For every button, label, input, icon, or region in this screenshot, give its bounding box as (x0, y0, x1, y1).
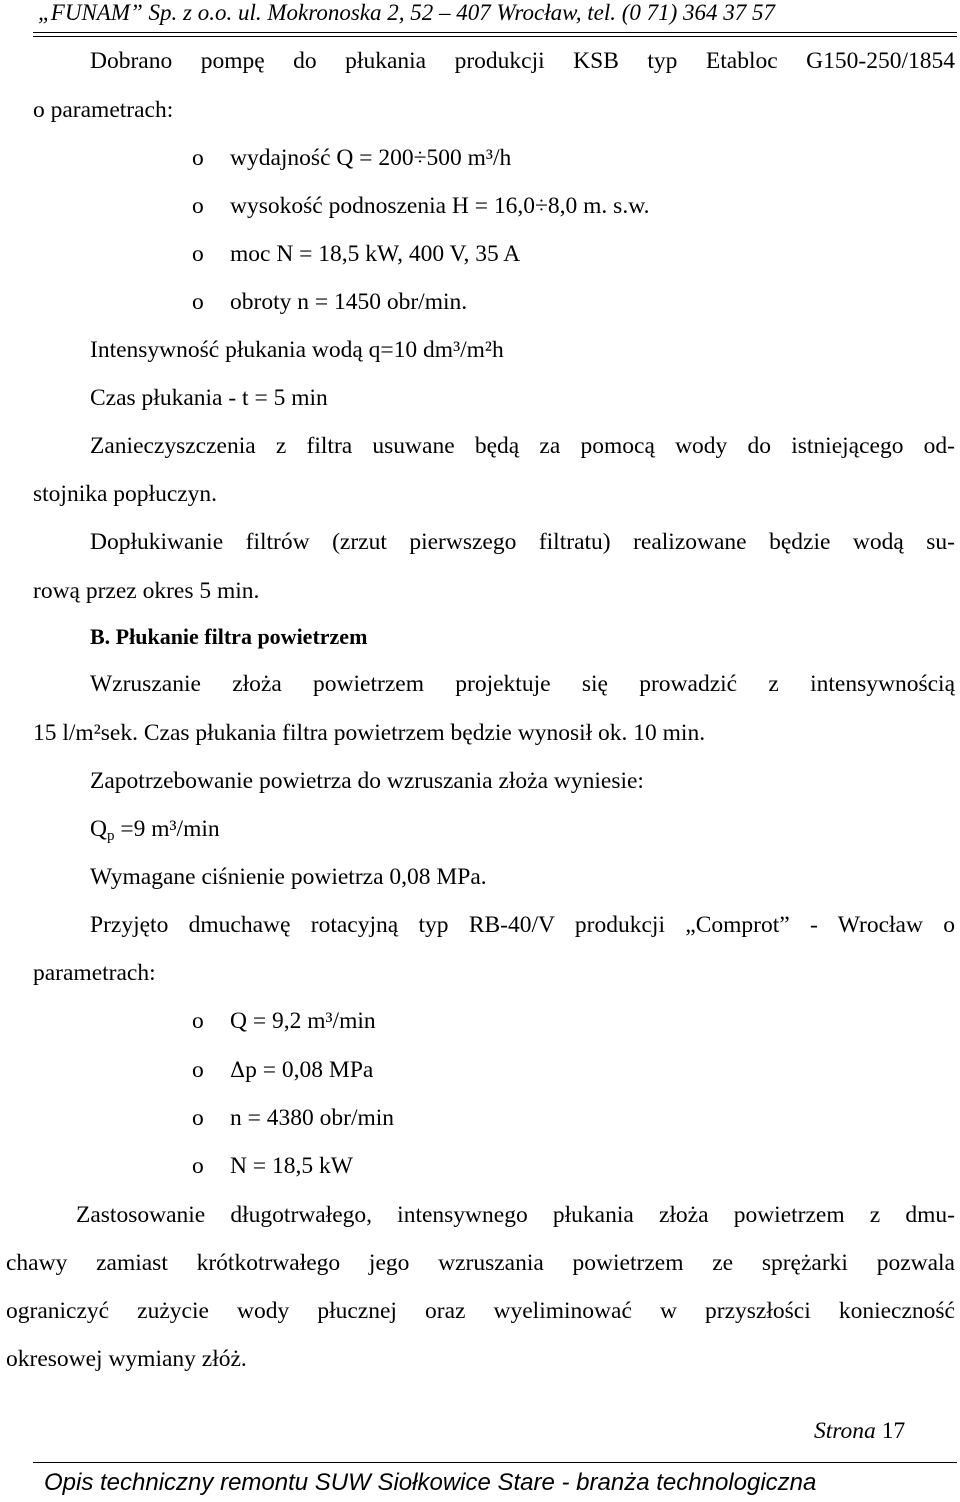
section-b-heading: B. Płukanie filtra powietrzem (90, 624, 368, 649)
blower-param-text: Q = 9,2 m³/min (230, 1008, 376, 1034)
air-demand: Zapotrzebowanie powietrza do wzruszania złoża wyniesie: (90, 768, 644, 794)
blower-param-text (230, 1055, 373, 1085)
air-scour-line-1: Wzruszanie złoża powietrzem projektuje się prowadzić z intensywnością (90, 671, 955, 697)
conclusion-line-1: Zastosowanie długotrwałego, intensywnego płukania złoża powietrzem z dmu- (76, 1202, 955, 1228)
bullet-marker: o (192, 193, 204, 219)
blower-line-1: Przyjęto dmuchawę rotacyjną typ RB-40/V produkcji „Comprot” - Wrocław o (90, 912, 955, 938)
rinse-intensity: Intensywność płukania wodą q=10 dm³/m²h (90, 337, 504, 363)
delta-symbol: Δ (230, 1058, 246, 1082)
bullet-marker: o (192, 145, 204, 171)
air-flow-qp (90, 814, 220, 844)
header-rule-top (33, 32, 957, 33)
bullet-marker: o (192, 1008, 204, 1034)
pump-param-text: moc N = 18,5 kW, 400 V, 35 A (230, 241, 521, 267)
page-header: „FUNAM” Sp. z o.o. ul. Mokronoska 2, 52 – 407 Wrocław, tel. (0 71) 364 37 57 (38, 0, 776, 25)
bullet-marker: o (192, 1105, 204, 1131)
qp-symbol: Q (90, 816, 107, 842)
final-rinse-line-1: Dopłukiwanie filtrów (zrzut pierwszego filtratu) realizowane będzie wodą su- (90, 529, 955, 555)
blower-param-text: N = 18,5 kW (230, 1153, 353, 1179)
pump-param-text: obroty n = 1450 obr/min. (230, 289, 468, 315)
page-number (814, 1416, 905, 1446)
bullet-marker: o (192, 241, 204, 267)
contaminants-line-2: stojnika popłuczyn. (33, 481, 218, 507)
qp-value: =9 m³/min (120, 816, 220, 842)
bullet-marker: o (192, 289, 204, 315)
bullet-marker: o (192, 1057, 204, 1083)
header-rule-bottom (33, 36, 957, 37)
page-label: Strona (814, 1418, 876, 1444)
rinse-time: Czas płukania - t = 5 min (90, 385, 328, 411)
conclusion-line-3: ograniczyć zużycie wody płucznej oraz wyeliminować w przyszłości konieczność (6, 1298, 955, 1324)
blower-param-text: n = 4380 obr/min (230, 1105, 395, 1131)
conclusion-line-2: chawy zamiast krótkotrwałego jego wzruszania powietrzem ze sprężarki pozwala (6, 1250, 955, 1276)
pump-param-text: wysokość podnoszenia H = 16,0÷8,0 m. s.w. (230, 193, 650, 219)
required-pressure: Wymagane ciśnienie powietrza 0,08 MPa. (90, 864, 487, 890)
pump-selection-line-2: o parametrach: (33, 97, 174, 123)
footer-rule (33, 1462, 957, 1463)
blower-line-2: parametrach: (33, 960, 156, 986)
page-number-value: 17 (881, 1418, 906, 1444)
air-scour-line-2: 15 l/m²sek. Czas płukania filtra powietrzem będzie wynosił ok. 10 min. (33, 720, 706, 746)
pump-param-text: wydajność Q = 200÷500 m³/h (230, 145, 512, 171)
conclusion-line-4: okresowej wymiany złóż. (6, 1346, 247, 1372)
blower-param-value: p = 0,08 MPa (245, 1057, 374, 1083)
bullet-marker: o (192, 1153, 204, 1179)
page-footer: Opis techniczny remontu SUW Siołkowice Stare - branża technologiczna (44, 1469, 817, 1496)
contaminants-line-1: Zanieczyszczenia z filtra usuwane będą za pomocą wody do istniejącego od- (90, 433, 955, 459)
pump-selection-line-1: Dobrano pompę do płukania produkcji KSB typ Etabloc G150-250/1854 (90, 48, 955, 74)
qp-subscript: p (106, 828, 115, 844)
final-rinse-line-2: rową przez okres 5 min. (33, 578, 260, 604)
